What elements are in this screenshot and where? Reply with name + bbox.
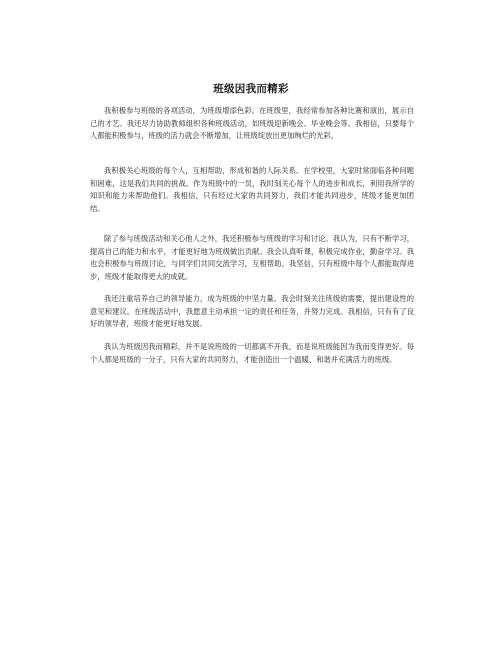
paragraph-5: 我认为班级因我而精彩，并不是说班级的一切都离不开我，而是说班级能因为我而变得更好。每个人都是班级的一分子，只有大家的共同努力，才能创造出一个温暖、和谐并充满活力的班级。 <box>90 342 414 364</box>
paragraph-2: 我积极关心班级的每个人，互相帮助，形成和谐的人际关系。在学校里，大家时常面临各种问题和困难，这是我们共同的挑战。作为班级中的一员，我时刻关心每个人的进步和成长，利用我所学的知识和能力来帮助他们。我相信，只有经过大家的共同努力，我们才能共同进步，班级才能更加团结。 <box>90 166 414 213</box>
paragraph-4: 我还注重培养自己的领导能力，成为班级的中坚力量。我会时刻关注班级的需要，提出建设性的意见和建议。在班级活动中，我愿意主动承担一定的责任和任务，并努力完成。我相信，只有有了良好的领导者，班级才能更好地发展。 <box>90 294 414 329</box>
document-title: 班级因我而精彩 <box>213 83 289 95</box>
paragraph-3: 除了参与班级活动和关心他人之外，我还积极参与班级的学习和讨论。我认为，只有不断学习，提高自己的能力和水平，才能更好地为班级做出贡献。我会认真听课，积极完成作业，勤奋学习。我也会积极参与班级讨论，与同学们共同交流学习，互相帮助。我坚信，只有班级中每个人都能取得进步，班级才能取得更大的成就。 <box>90 234 414 281</box>
paragraph-1: 我积极参与班级的各项活动，为班级增添色彩。在班级里，我经常参加各种比赛和演出，展示自己的才艺。我还尽力协助教师组织各种班级活动，如班级迎新晚会、毕业晚会等。我相信，只要每个人都能积极参与，班级的活力就会不断增加，让班级绽放出更加绚烂的光彩。 <box>90 106 414 141</box>
